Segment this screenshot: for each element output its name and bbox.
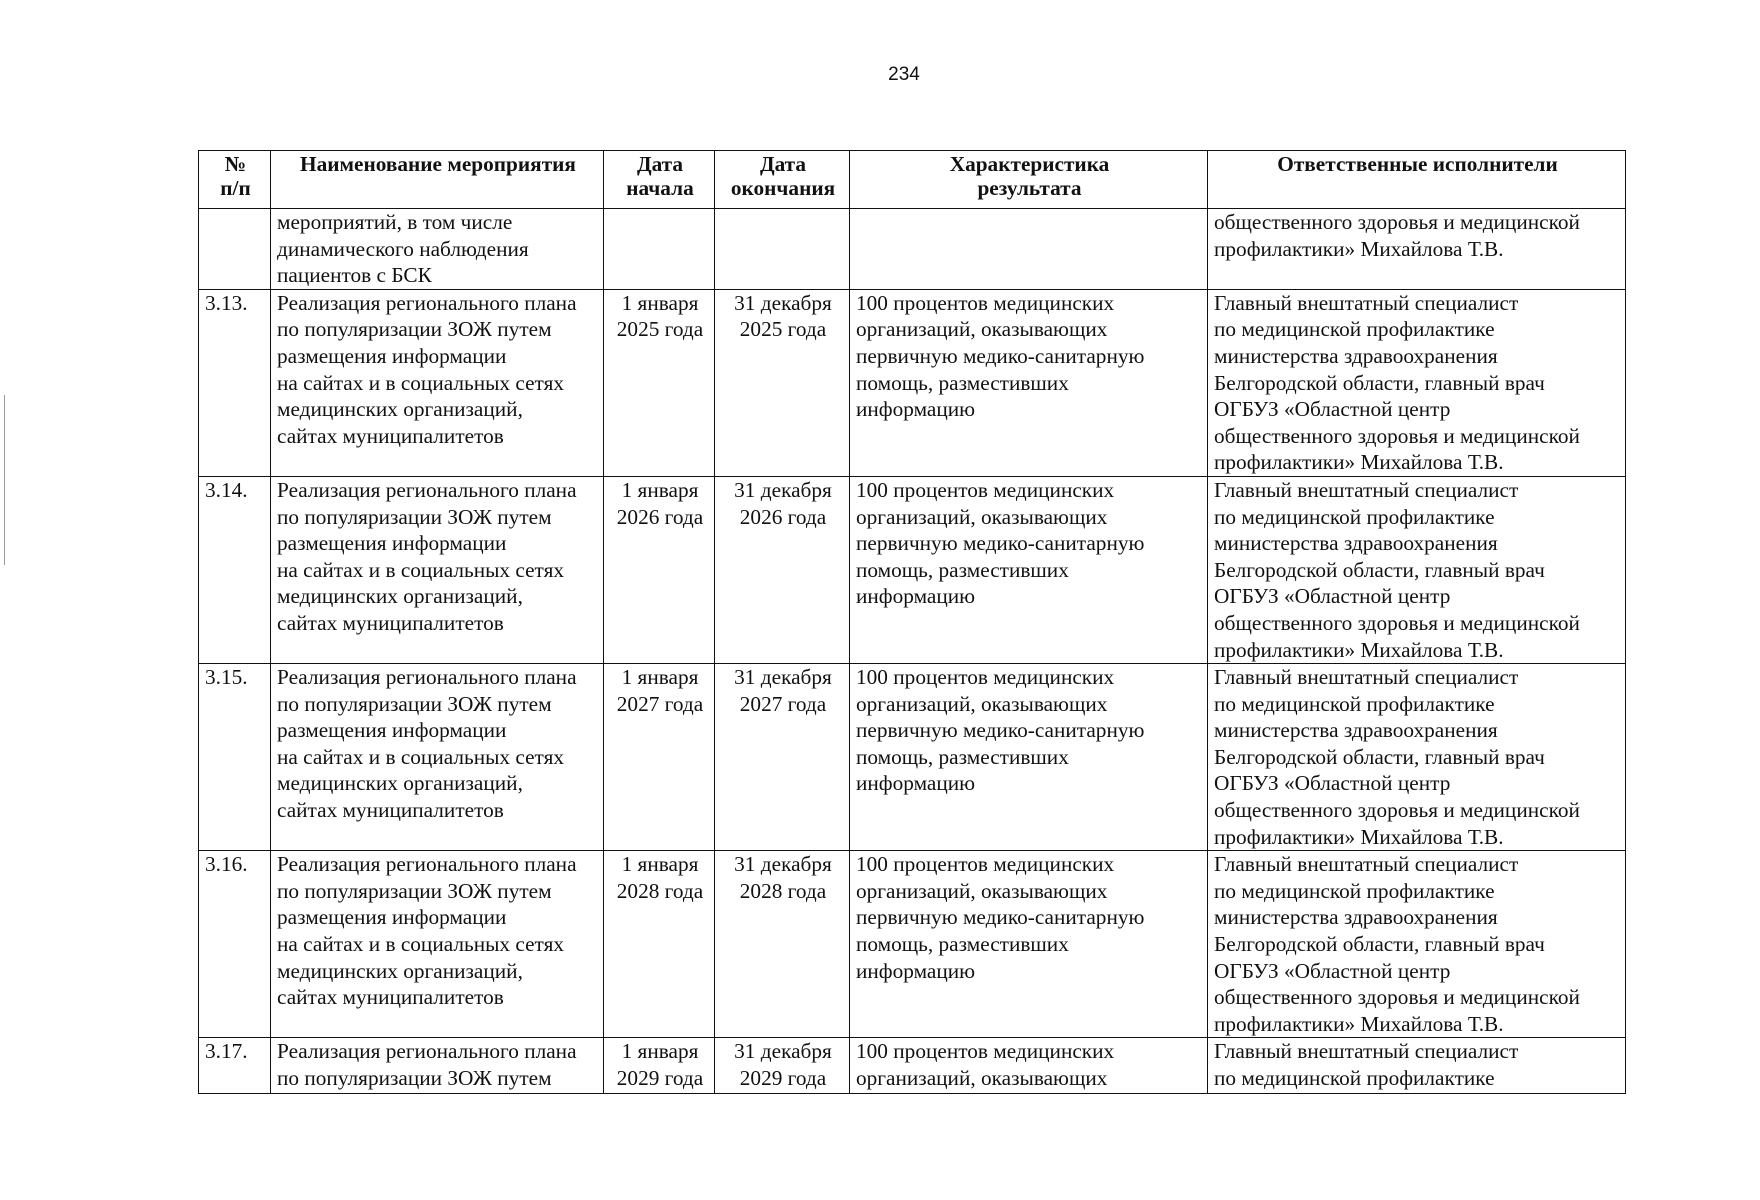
cell-name-line: размещения информации [277,905,507,930]
cell-name-line: Реализация регионального плана [277,852,577,877]
cell-end-date-line: 2025 года [739,317,827,342]
cell-num: 3.13. [199,289,271,476]
cell-name-line: по популяризации ЗОЖ путем [277,317,552,342]
header-responsible: Ответственные исполнители [1208,151,1626,209]
cell-responsible-line: министерства здравоохранения [1214,905,1498,930]
header-name: Наименование мероприятия [271,151,604,209]
table-row [199,664,1626,851]
cell-name [271,664,604,851]
cell-end-date-line: 31 декабря [734,852,832,877]
cell-responsible-line: профилактики» Михайлова Т.В. [1214,1011,1504,1036]
cell-result-line: 100 процентов медицинских [856,290,1115,315]
cell-responsible-line: по медицинской профилактике [1214,878,1495,903]
cell-responsible [1208,476,1626,663]
cell-start-date-line: 1 января [621,1039,699,1064]
cell-name-line: Реализация регионального плана [277,290,577,315]
cell-num: 3.14. [199,476,271,663]
cell-name-line: на сайтах и в социальных сетях [277,744,565,769]
header-end-date: Дата окончания [715,151,850,209]
cell-responsible-line: по медицинской профилактике [1214,1066,1495,1090]
table-row [199,289,1626,476]
scan-margin-line [4,395,5,565]
cell-name-line: сайтах муниципалитетов [277,985,504,1010]
cell-result-line: первичную медико-санитарную [856,718,1145,743]
cell-responsible-line: Главный внештатный специалист [1214,290,1519,315]
cell-responsible-line: Главный внештатный специалист [1214,1039,1519,1064]
cell-result-line: организаций, оказывающих [856,691,1108,716]
header-result: Характеристика результата [850,151,1208,209]
cell-name-line: по популяризации ЗОЖ путем [277,504,552,529]
cell-result-line: 100 процентов медицинских [856,477,1115,502]
cell-responsible [1208,1038,1626,1094]
cell-end-date-line: 2029 года [739,1066,827,1090]
cell-result-line: помощь, разместивших [856,744,1069,769]
header-num: № п/п [199,151,271,209]
cell-responsible-line: общественного здоровья и медицинской [1214,798,1580,823]
page-number: 234 [888,64,920,85]
cell-responsible-line: министерства здравоохранения [1214,718,1498,743]
cell-responsible-line: по медицинской профилактике [1214,691,1495,716]
cell-end-date [715,1038,850,1094]
cell-name: мероприятий, в том числе динамического наблюдения пациентов с БСК [271,209,604,290]
header-start-date: Дата начала [604,151,715,209]
table-row [199,851,1626,1038]
cell-responsible-line: Главный внештатный специалист [1214,477,1519,502]
cell-result-line: помощь, разместивших [856,557,1069,582]
cell-start-date-line: 2027 года [616,691,704,716]
cell-name [271,476,604,663]
cell-responsible-line: министерства здравоохранения [1214,531,1498,556]
cell-name-line: сайтах муниципалитетов [277,423,504,448]
cell-responsible-line: Белгородской области, главный врач [1214,370,1545,395]
cell-responsible-line: по медицинской профилактике [1214,317,1495,342]
cell-end-date-line: 31 декабря [734,290,832,315]
cell-end-date-line: 2028 года [739,878,827,903]
cell-responsible-line: общественного здоровья и медицинской [1214,610,1580,635]
cell-responsible [1208,851,1626,1038]
cell-end-date [715,851,850,1038]
cell-responsible-line: ОГБУЗ «Областной центр [1214,771,1451,796]
cell-result-line: 100 процентов медицинских [856,1039,1115,1064]
cell-result-line: организаций, оказывающих [856,504,1108,529]
cell-result-line: первичную медико-санитарную [856,531,1145,556]
cell-end-date [715,476,850,663]
cell-name-line: медицинских организаций, [277,584,523,609]
cell-responsible-line: профилактики» Михайлова Т.В. [1214,450,1504,475]
continuation-row [199,209,1626,290]
cell-start-date [604,851,715,1038]
cell-responsible-line: Главный внештатный специалист [1214,852,1519,877]
cell-name-line: размещения информации [277,343,507,368]
cell-end-date-line: 2026 года [739,504,827,529]
cell-start-date [604,476,715,663]
cell-num: 3.15. [199,664,271,851]
cell-start-date-line: 2025 года [616,317,704,342]
cell-responsible-line: ОГБУЗ «Областной центр [1214,584,1451,609]
cell-result [850,1038,1208,1094]
cell-result-line: информацию [856,771,976,796]
cell-result-line: 100 процентов медицинских [856,852,1115,877]
cell-result-line: информацию [856,397,976,422]
cell-result-line: организаций, оказывающих [856,1066,1108,1090]
cell-responsible [1208,664,1626,851]
cell-start-date [604,209,715,290]
cell-result-line: помощь, разместивших [856,370,1069,395]
cell-responsible-line: по медицинской профилактике [1214,504,1495,529]
cell-result-line: первичную медико-санитарную [856,343,1145,368]
cell-name-line: медицинских организаций, [277,958,523,983]
cell-result-line: организаций, оказывающих [856,878,1108,903]
cell-name-line: по популяризации ЗОЖ путем [277,878,552,903]
cell-start-date-line: 2026 года [616,504,704,529]
cell-name-line: медицинских организаций, [277,397,523,422]
cell-name-line: размещения информации [277,718,507,743]
cell-name-line: на сайтах и в социальных сетях [277,370,565,395]
cell-end-date [715,289,850,476]
cell-responsible-line: министерства здравоохранения [1214,343,1498,368]
cell-name-line: по популяризации ЗОЖ путем [277,691,552,716]
cell-name-line: медицинских организаций, [277,771,523,796]
cell-result [850,209,1208,290]
cell-num: 3.17. [199,1038,271,1094]
cell-start-date [604,289,715,476]
cell-name-line: на сайтах и в социальных сетях [277,557,565,582]
cell-start-date-line: 1 января [621,665,699,690]
cell-responsible: общественного здоровья и медицинской профилактики» Михайлова Т.В. [1208,209,1626,290]
cell-end-date-line: 31 декабря [734,1039,832,1064]
cell-result [850,476,1208,663]
cell-num [199,209,271,290]
cell-responsible [1208,289,1626,476]
cell-start-date-line: 1 января [621,290,699,315]
cell-responsible-line: общественного здоровья и медицинской [1214,985,1580,1010]
cell-end-date [715,664,850,851]
cell-result-line: информацию [856,584,976,609]
cell-num: 3.16. [199,851,271,1038]
cell-end-date-line: 31 декабря [734,665,832,690]
cell-name-line: на сайтах и в социальных сетях [277,932,565,957]
cell-name [271,851,604,1038]
cell-start-date-line: 2029 года [616,1066,704,1090]
cell-result-line: помощь, разместивших [856,932,1069,957]
cell-start-date-line: 2028 года [616,878,704,903]
cell-start-date-line: 1 января [621,477,699,502]
cell-responsible-line: Главный внештатный специалист [1214,665,1519,690]
cell-responsible-line: ОГБУЗ «Областной центр [1214,958,1451,983]
table-row [199,476,1626,663]
cell-start-date [604,664,715,851]
cell-start-date [604,1038,715,1094]
cell-name-line: Реализация регионального плана [277,477,577,502]
cell-end-date-line: 2027 года [739,691,827,716]
cell-result [850,851,1208,1038]
cell-responsible-line: Белгородской области, главный врач [1214,744,1545,769]
cell-name-line: размещения информации [277,531,507,556]
cell-name-line: Реализация регионального плана [277,665,577,690]
cell-result [850,289,1208,476]
cell-responsible-line: общественного здоровья и медицинской [1214,423,1580,448]
header-row [199,151,1626,209]
cell-name-line: сайтах муниципалитетов [277,610,504,635]
cell-result [850,664,1208,851]
cell-start-date-line: 1 января [621,852,699,877]
cell-result-line: информацию [856,958,976,983]
cell-result-line: первичную медико-санитарную [856,905,1145,930]
cell-result-line: 100 процентов медицинских [856,665,1115,690]
cell-responsible-line: Белгородской области, главный врач [1214,557,1545,582]
cell-name [271,289,604,476]
cell-responsible-line: профилактики» Михайлова Т.В. [1214,824,1504,849]
cell-responsible-line: профилактики» Михайлова Т.В. [1214,637,1504,662]
cell-end-date [715,209,850,290]
cell-name-line: сайтах муниципалитетов [277,798,504,823]
action-plan-table [198,150,1626,1094]
cell-name-line: по популяризации ЗОЖ путем [277,1066,552,1090]
cell-responsible-line: ОГБУЗ «Областной центр [1214,397,1451,422]
cell-responsible-line: Белгородской области, главный врач [1214,932,1545,957]
cell-name-line: Реализация регионального плана [277,1039,577,1064]
cell-end-date-line: 31 декабря [734,477,832,502]
cell-name [271,1038,604,1094]
cell-result-line: организаций, оказывающих [856,317,1108,342]
table-row [199,1038,1626,1094]
